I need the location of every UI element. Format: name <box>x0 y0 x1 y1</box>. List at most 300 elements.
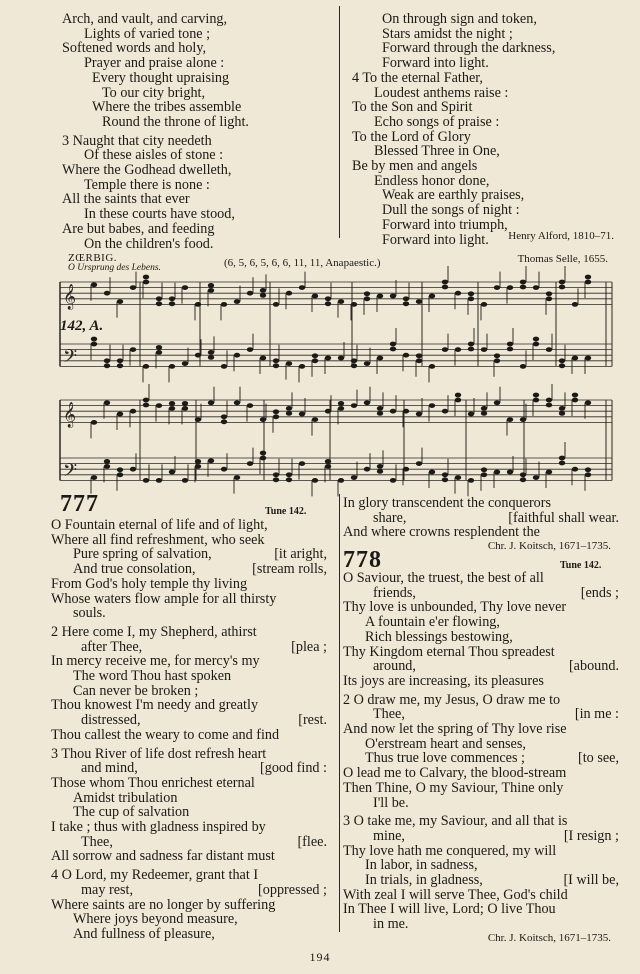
note-head <box>546 398 552 403</box>
verse-carry-over: [I resign ; <box>563 827 619 844</box>
verse-text: A fountain e'er flowing, <box>365 614 500 631</box>
note-head <box>507 347 513 352</box>
verse-line <box>51 562 327 577</box>
hymn-number-778: 778 <box>343 547 382 573</box>
verse-line <box>51 835 327 850</box>
verse-text: Rich blessings bestowing, <box>365 628 513 645</box>
note-head <box>559 461 565 466</box>
note-head <box>533 475 539 480</box>
verse-text: 4 To the eternal Father, <box>352 69 483 86</box>
tune-name: ZŒRBIG. <box>68 252 118 264</box>
note-head <box>299 412 305 417</box>
author-credit-alford: Henry Alford, 1810–71. <box>508 230 614 242</box>
note-head <box>195 464 201 469</box>
verse-line <box>51 625 327 640</box>
verse-text: Arch, and vault, and carving, <box>62 11 228 27</box>
note-head <box>299 461 305 466</box>
verse-carry-over: [rest. <box>298 712 327 729</box>
note-head <box>585 356 591 361</box>
verse-text: Where saints are no longer by suffering <box>51 896 276 913</box>
note-head <box>325 301 331 306</box>
verse-line <box>343 600 619 615</box>
verse-text: Blessed Three in One, <box>374 143 500 160</box>
note-head <box>286 411 292 416</box>
note-head <box>169 470 175 475</box>
note-head <box>260 288 266 293</box>
note-head <box>169 296 175 301</box>
note-head <box>520 285 526 290</box>
note-head <box>156 403 162 408</box>
note-head <box>338 356 344 361</box>
verse-line <box>343 630 619 645</box>
note-head <box>169 401 175 406</box>
verse-text: All the saints that ever <box>62 191 190 208</box>
verse-text: friends, <box>373 584 416 601</box>
verse-text: after Thee, <box>81 638 143 655</box>
verse-text: Thou knowest I'm needy and greatly <box>51 697 259 714</box>
note-head <box>299 364 305 369</box>
note-head <box>481 347 487 352</box>
note-head <box>104 400 110 405</box>
note-head <box>104 291 110 296</box>
note-head <box>143 275 149 280</box>
note-head <box>156 350 162 355</box>
verse-text: Thee, <box>373 706 405 723</box>
note-head <box>195 302 201 307</box>
note-head <box>416 412 422 417</box>
verse-line <box>51 684 327 699</box>
verse-text: From God's holy temple thy living <box>51 575 248 592</box>
note-head <box>572 356 578 361</box>
verse-text: Are but babes, and feeding <box>62 220 215 237</box>
note-head <box>429 364 435 369</box>
verse-text: Lights of varied tone ; <box>84 25 211 42</box>
note-head <box>364 361 370 366</box>
note-head <box>455 398 461 403</box>
note-head <box>481 406 487 411</box>
verse-text: Temple there is none : <box>84 176 210 193</box>
note-head <box>416 353 422 358</box>
verse-line <box>343 737 619 752</box>
verse-text: Forward through the darkness, <box>382 40 556 57</box>
verse-text: Amidst tribulation <box>73 789 178 806</box>
note-head <box>442 285 448 290</box>
note-head <box>143 403 149 408</box>
note-head <box>156 478 162 483</box>
tune-meter: (6, 5, 6, 5, 6, 6, 11, 11, Anapaestic.) <box>224 257 381 269</box>
note-head <box>390 294 396 299</box>
note-head <box>533 393 539 398</box>
verse-text: I'll be. <box>373 794 409 811</box>
note-head <box>169 301 175 306</box>
note-head <box>468 296 474 301</box>
verse-line <box>51 761 327 776</box>
note-head <box>377 464 383 469</box>
verse-text: and mind, <box>81 760 138 777</box>
hymn-number-777: 777 <box>60 491 99 517</box>
note-head <box>260 293 266 298</box>
verse-line <box>343 858 619 873</box>
note-head <box>377 294 383 299</box>
verse-line <box>343 659 619 674</box>
verse-text: around, <box>373 658 416 675</box>
note-head <box>377 356 383 361</box>
note-head <box>117 472 123 477</box>
note-head <box>195 417 201 422</box>
note-head <box>312 353 318 358</box>
verse-carry-over: [oppressed ; <box>258 881 327 898</box>
note-head <box>273 477 279 482</box>
note-head <box>364 291 370 296</box>
verse-text: And true consolation, <box>73 561 196 578</box>
note-head <box>351 363 357 368</box>
verse-text: With zeal I will serve Thee, God's child <box>343 886 568 903</box>
note-head <box>442 477 448 482</box>
verse-text: Its joys are increasing, its pleasures <box>343 672 544 689</box>
note-head <box>559 285 565 290</box>
tune-number: 142, A. <box>60 318 104 334</box>
note-head <box>273 472 279 477</box>
note-head <box>208 458 214 463</box>
verse-line <box>51 713 327 728</box>
verse-text: All sorrow and sadness far distant must <box>51 848 275 865</box>
note-head <box>403 353 409 358</box>
verse-text: mine, <box>373 827 405 844</box>
note-head <box>468 291 474 296</box>
verse-text: 2 Here come I, my Shepherd, athirst <box>51 623 257 640</box>
verse-line <box>51 640 327 655</box>
note-head <box>130 285 136 290</box>
note-head <box>520 477 526 482</box>
note-head <box>559 406 565 411</box>
verse-line <box>343 873 619 888</box>
note-head <box>559 280 565 285</box>
note-head <box>130 467 136 472</box>
note-head <box>507 285 513 290</box>
note-head <box>520 364 526 369</box>
note-head <box>91 342 97 347</box>
note-head <box>286 472 292 477</box>
note-head <box>286 291 292 296</box>
verse-carry-over: [good find : <box>260 760 327 777</box>
note-head <box>351 302 357 307</box>
note-head <box>481 472 487 477</box>
note-head <box>403 409 409 414</box>
note-head <box>312 478 318 483</box>
verse-text: Where all find refreshment, who seek <box>51 531 265 548</box>
note-head <box>273 358 279 363</box>
note-head <box>364 400 370 405</box>
verse-text: Softened words and holy, <box>62 40 207 57</box>
tune-subtitle: O Ursprung des Lebens. <box>68 263 161 273</box>
note-head <box>377 406 383 411</box>
note-head <box>143 398 149 403</box>
verse-text: To the Lord of Glory <box>352 128 471 145</box>
note-head <box>507 470 513 475</box>
verse-line <box>343 586 619 601</box>
verse-line <box>51 654 327 669</box>
verse-line <box>51 728 327 743</box>
note-head <box>143 364 149 369</box>
verse-line <box>51 820 327 835</box>
note-head <box>585 400 591 405</box>
treble-clef: 𝄞 <box>63 402 77 428</box>
verse-text: O'erstream heart and senses, <box>365 735 526 752</box>
page-number: 194 <box>309 950 331 964</box>
note-head <box>416 461 422 466</box>
note-head <box>338 478 344 483</box>
verse-text: On the children's food. <box>84 235 214 252</box>
note-head <box>351 403 357 408</box>
note-head <box>416 358 422 363</box>
verse-text: 3 O take me, my Saviour, and all that is <box>343 813 568 830</box>
verse-text: And now let the spring of Thy love rise <box>343 721 567 738</box>
note-head <box>338 401 344 406</box>
note-head <box>585 472 591 477</box>
verse-line <box>343 844 619 859</box>
note-head <box>546 296 552 301</box>
note-head <box>494 353 500 358</box>
verse-text: On through sign and token, <box>382 11 537 27</box>
note-head <box>507 342 513 347</box>
note-head <box>429 470 435 475</box>
verse-text: Forward into light. <box>382 55 489 72</box>
verse-text: Where the Godhead dwelleth, <box>62 162 232 179</box>
verse-text: Thy love is unbounded, Thy love never <box>343 599 567 616</box>
note-head <box>494 358 500 363</box>
verse-text: Prayer and praise alone : <box>84 55 225 72</box>
note-head <box>156 301 162 306</box>
note-head <box>468 342 474 347</box>
verse-text: share, <box>373 509 407 526</box>
note-head <box>104 363 110 368</box>
verse-text: may rest, <box>81 881 134 898</box>
note-head <box>572 302 578 307</box>
verse-text: Thy Kingdom eternal Thou spreadest <box>343 643 555 660</box>
note-head <box>403 467 409 472</box>
note-head <box>390 342 396 347</box>
note-head <box>455 393 461 398</box>
note-head <box>104 358 110 363</box>
verse-text: Of these aisles of stone : <box>84 147 224 164</box>
note-head <box>546 347 552 352</box>
note-head <box>429 294 435 299</box>
verse-line <box>343 766 619 781</box>
verse-line <box>51 669 327 684</box>
note-head <box>520 472 526 477</box>
verse-text: Then Thine, O my Saviour, Thine only <box>343 779 564 796</box>
note-head <box>117 299 123 304</box>
verse-line <box>51 883 327 898</box>
note-head <box>91 475 97 480</box>
verse-carry-over: [faithful shall wear. <box>508 509 619 526</box>
verse-text: Be by men and angels <box>352 158 478 175</box>
verse-text: The cup of salvation <box>73 804 190 821</box>
verse-text: And fullness of pleasure, <box>73 925 215 942</box>
verse-line <box>343 511 619 526</box>
verse-line <box>343 674 619 689</box>
verse-text: And where crowns resplendent the <box>343 524 540 541</box>
note-head <box>546 291 552 296</box>
note-head <box>286 406 292 411</box>
tune-composer: Thomas Selle, 1655. <box>517 253 608 265</box>
note-head <box>234 299 240 304</box>
verse-line <box>343 888 619 903</box>
note-head <box>221 302 227 307</box>
verse-text: The word Thou hast spoken <box>73 668 232 685</box>
verse-line <box>343 829 619 844</box>
note-head <box>130 347 136 352</box>
verse-line <box>51 849 327 864</box>
note-head <box>117 358 123 363</box>
verse-line <box>343 814 619 829</box>
verse-line <box>343 917 619 932</box>
note-head <box>182 406 188 411</box>
verse-carry-over: [stream rolls, <box>252 561 327 578</box>
note-head <box>559 456 565 461</box>
note-head <box>208 288 214 293</box>
verse-text: 3 Thou River of life dost refresh heart <box>51 745 267 762</box>
verse-carry-over: [I will be, <box>563 872 619 889</box>
verse-carry-over: [to see, <box>578 750 619 767</box>
verse-line <box>51 606 327 621</box>
verse-text: Where the tribes assemble <box>92 99 242 116</box>
note-head <box>481 302 487 307</box>
verse-text: Stars amidst the night ; <box>382 25 513 42</box>
note-head <box>247 291 253 296</box>
verse-text: O Saviour, the truest, the best of all <box>343 570 544 586</box>
note-head <box>481 467 487 472</box>
note-head <box>117 412 123 417</box>
note-head <box>91 420 97 425</box>
note-head <box>546 403 552 408</box>
verse-text: 2 O draw me, my Jesus, O draw me to <box>343 691 561 708</box>
note-head <box>520 417 526 422</box>
note-head <box>312 358 318 363</box>
note-head <box>559 363 565 368</box>
note-head <box>286 477 292 482</box>
verse-line <box>51 577 327 592</box>
note-head <box>533 342 539 347</box>
note-head <box>403 296 409 301</box>
note-head <box>572 393 578 398</box>
verse-line <box>343 722 619 737</box>
verse-line <box>343 615 619 630</box>
note-head <box>182 361 188 366</box>
note-head <box>533 337 539 342</box>
verse-text: To the Son and Spirit <box>352 99 473 116</box>
note-head <box>325 464 331 469</box>
verse-text: In glory transcendent the conquerors <box>343 495 552 511</box>
note-head <box>533 398 539 403</box>
note-head <box>117 467 123 472</box>
verse-carry-over: [in me : <box>574 706 619 723</box>
verse-line <box>343 496 619 511</box>
verse-text: O Fountain eternal of life and of light, <box>51 517 268 533</box>
note-head <box>481 411 487 416</box>
note-head <box>494 400 500 405</box>
verse-line <box>343 707 619 722</box>
note-head <box>442 472 448 477</box>
note-head <box>572 398 578 403</box>
note-head <box>182 478 188 483</box>
note-head <box>273 363 279 368</box>
note-head <box>169 364 175 369</box>
bass-clef: 𝄢 <box>63 346 78 372</box>
note-head <box>351 475 357 480</box>
verse-text: in me. <box>373 916 409 933</box>
verse-line <box>343 902 619 917</box>
verse-line <box>343 571 619 586</box>
note-head <box>260 417 266 422</box>
note-head <box>455 475 461 480</box>
note-head <box>221 419 227 424</box>
note-head <box>429 403 435 408</box>
verse-text: Thy love hath me conquered, my will <box>343 842 557 859</box>
note-head <box>117 363 123 368</box>
note-head <box>572 467 578 472</box>
note-head <box>468 347 474 352</box>
note-head <box>234 475 240 480</box>
note-head <box>403 301 409 306</box>
note-head <box>364 296 370 301</box>
note-head <box>494 285 500 290</box>
note-head <box>195 353 201 358</box>
hymn-777-continued <box>343 496 619 540</box>
verse-text: Pure spring of salvation, <box>73 546 212 563</box>
note-head <box>520 280 526 285</box>
verse-text: Weak are earthly praises, <box>382 187 525 204</box>
note-head <box>273 414 279 419</box>
note-head <box>234 400 240 405</box>
author-credit-777: Chr. J. Koitsch, 1671–1735. <box>487 540 611 552</box>
note-head <box>91 337 97 342</box>
note-head <box>533 285 539 290</box>
verse-text: To our city bright, <box>102 84 206 101</box>
verse-text: 4 O Lord, my Redeemer, grant that I <box>51 867 259 884</box>
verse-text: I take ; thus with gladness inspired by <box>51 819 266 836</box>
note-head <box>364 467 370 472</box>
note-head <box>260 356 266 361</box>
note-head <box>104 464 110 469</box>
verse-line <box>51 547 327 562</box>
note-head <box>156 345 162 350</box>
verse-carry-over: [plea ; <box>291 638 327 655</box>
note-head <box>546 470 552 475</box>
note-head <box>585 467 591 472</box>
verse-line <box>51 776 327 791</box>
note-head <box>195 459 201 464</box>
verse-text: Forward into triumph, <box>382 216 508 233</box>
note-head <box>338 406 344 411</box>
note-head <box>130 409 136 414</box>
verse-text: In mercy receive me, for mercy's my <box>51 653 260 670</box>
note-head <box>377 411 383 416</box>
note-head <box>247 461 253 466</box>
verse-text: Loudest anthems raise : <box>374 84 509 101</box>
note-head <box>260 456 266 461</box>
verse-line <box>51 533 327 548</box>
verse-line <box>343 796 619 811</box>
note-head <box>208 350 214 355</box>
note-head <box>286 361 292 366</box>
note-head <box>143 478 149 483</box>
note-head <box>585 280 591 285</box>
verse-line <box>343 781 619 796</box>
note-head <box>104 459 110 464</box>
verse-text: Forward into light. <box>382 231 489 248</box>
verse-text: Every thought upraising <box>92 69 230 86</box>
